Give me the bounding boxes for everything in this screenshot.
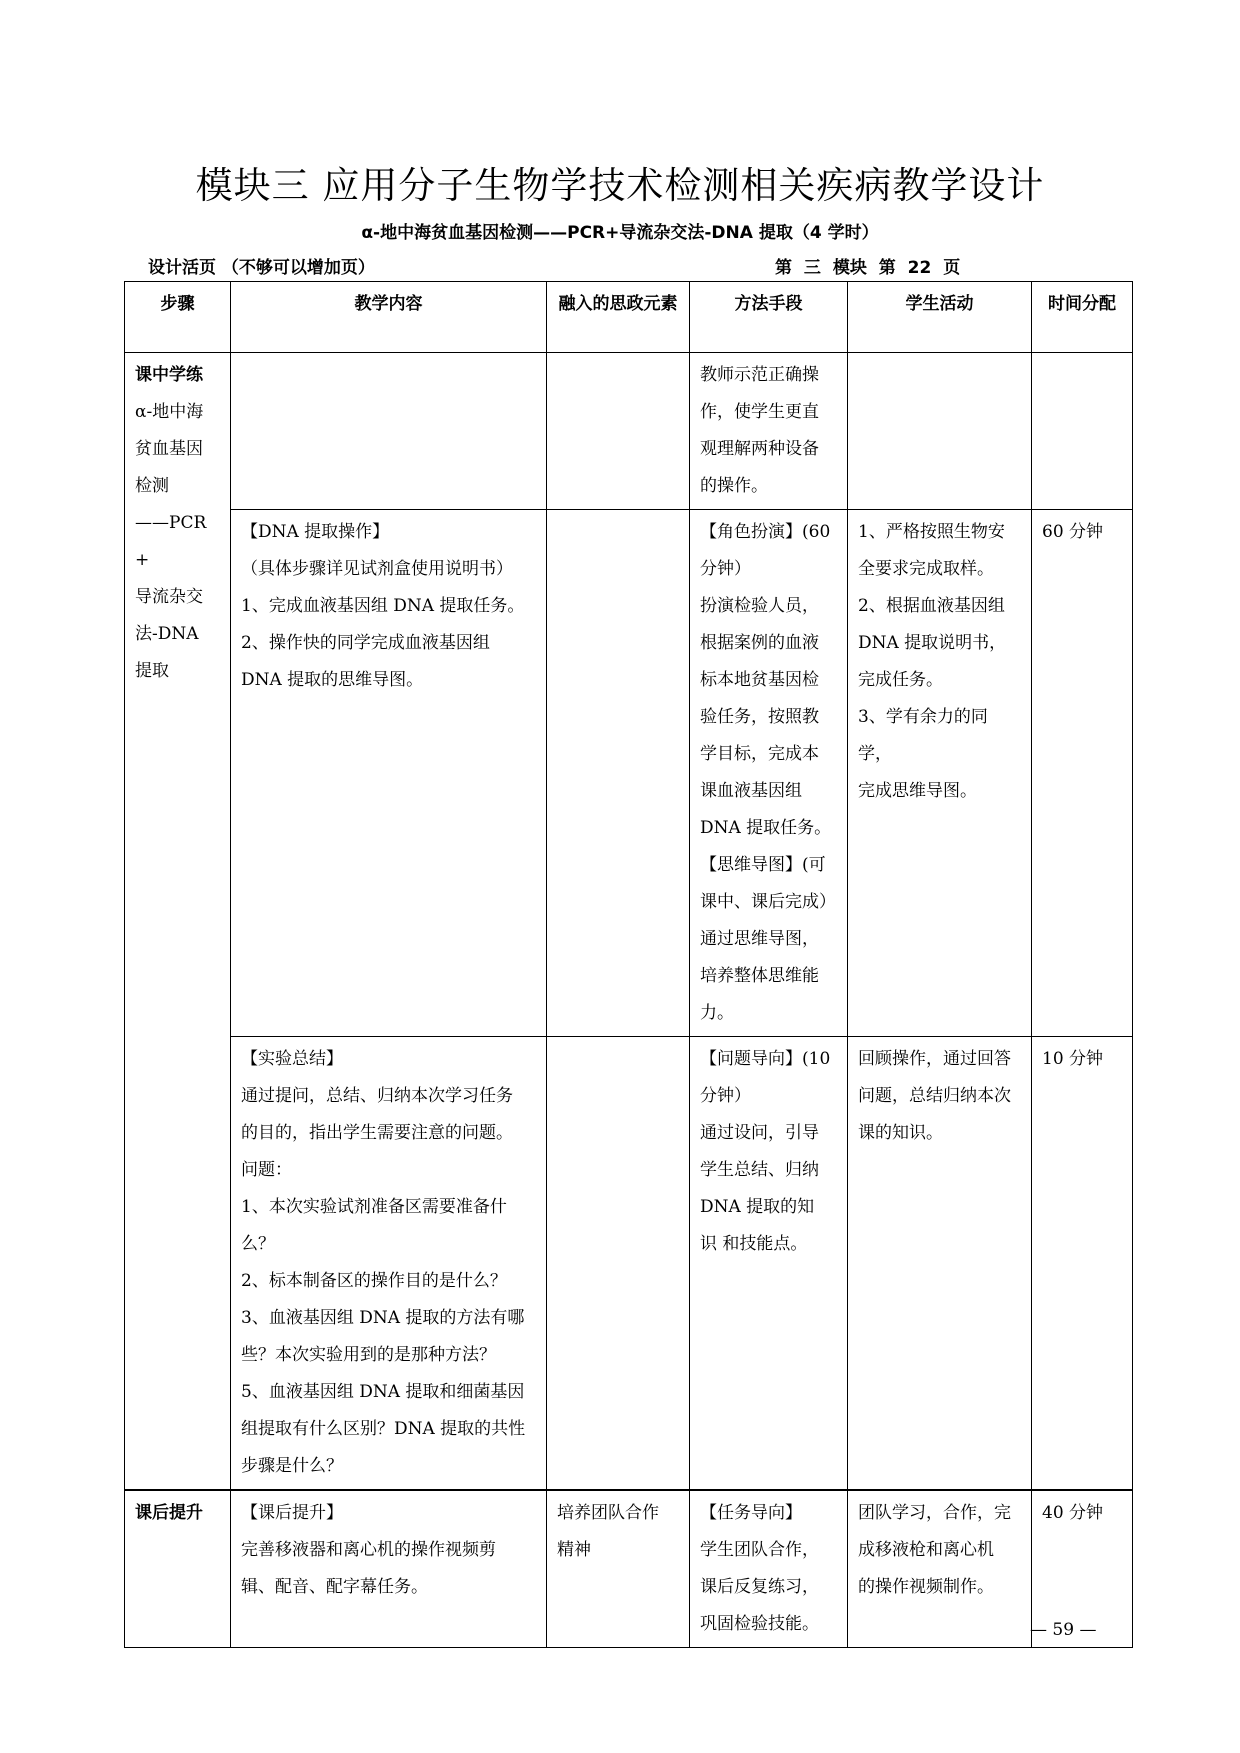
content-line: 问题： xyxy=(241,1160,292,1180)
activity-line: DNA 提取说明书， xyxy=(858,633,1007,653)
stage-line: α-地中海 xyxy=(135,402,204,422)
content-cell xyxy=(231,353,547,510)
method-line: 教师示范正确操 xyxy=(700,365,819,385)
stage-after-class-cell xyxy=(125,1490,231,1648)
header-step: 步骤 xyxy=(125,282,231,353)
ideology-cell xyxy=(547,353,690,510)
header-activity: 学生活动 xyxy=(848,282,1032,353)
table-row xyxy=(125,1037,1133,1491)
content-line: 【课后提升】 xyxy=(241,1503,343,1523)
method-cell xyxy=(690,1037,848,1491)
content-line: 2、标本制备区的操作目的是什么？ xyxy=(241,1271,507,1291)
method-line: 标本地贫基因检 xyxy=(700,670,819,690)
stage-line: 法-DNA xyxy=(135,624,199,644)
content-cell xyxy=(231,1037,547,1491)
activity-line: 成移液枪和离心机 xyxy=(858,1540,994,1560)
content-line: 3、血液基因组 DNA 提取的方法有哪 xyxy=(241,1308,525,1328)
stage-line: 检测 xyxy=(135,476,169,496)
method-line: 根据案例的血液 xyxy=(700,633,819,653)
content-line: 完善移液器和离心机的操作视频剪 xyxy=(241,1540,496,1560)
header-ideology: 融入的思政元素 xyxy=(547,282,690,353)
meta-right: 第 三 模块 第 22 页 xyxy=(775,258,961,278)
method-line: 分钟） xyxy=(700,1086,751,1106)
content-line: 辑、配音、配字幕任务。 xyxy=(241,1577,428,1597)
content-line: 些？本次实验用到的是那种方法？ xyxy=(241,1345,496,1365)
activity-cell xyxy=(848,1037,1032,1491)
ideology-line: 培养团队合作 xyxy=(557,1503,659,1523)
activity-cell xyxy=(848,353,1032,510)
content-line: 【DNA 提取操作】 xyxy=(241,522,390,542)
content-line: 1、完成血液基因组 DNA 提取任务。 xyxy=(241,596,525,616)
content-line: （具体步骤详见试剂盒使用说明书） xyxy=(241,559,513,579)
content-line: 【实验总结】 xyxy=(241,1049,343,1069)
method-line: 分钟） xyxy=(700,559,751,579)
activity-cell xyxy=(848,510,1032,1037)
header-method: 方法手段 xyxy=(690,282,848,353)
activity-line: 3、学有余力的同学， xyxy=(858,707,988,764)
method-line: 课血液基因组 xyxy=(700,781,802,801)
activity-line: 回顾操作，通过回答 xyxy=(858,1049,1011,1069)
method-line: 力。 xyxy=(700,1003,734,1023)
content-line: 的目的，指出学生需要注意的问题。 xyxy=(241,1123,513,1143)
header-content: 教学内容 xyxy=(231,282,547,353)
content-line: DNA 提取的思维导图。 xyxy=(241,670,424,690)
method-line: 学目标，完成本 xyxy=(700,744,819,764)
time-cell: 40 分钟 xyxy=(1032,1490,1133,1648)
content-line: 组提取有什么区别？DNA 提取的共性 xyxy=(241,1419,526,1439)
page-number: — 59 — xyxy=(1030,1620,1097,1640)
stage-label: 课后提升 xyxy=(135,1503,203,1523)
header-time: 时间分配 xyxy=(1032,282,1133,353)
table-row xyxy=(125,510,1133,1037)
table-row xyxy=(125,353,1133,510)
time-cell xyxy=(1032,353,1133,510)
method-line: 课中、课后完成） xyxy=(700,892,836,912)
method-line: DNA 提取任务。 xyxy=(700,818,832,838)
method-cell xyxy=(690,510,848,1037)
content-line: 5、血液基因组 DNA 提取和细菌基因 xyxy=(241,1382,525,1402)
content-line: 2、操作快的同学完成血液基因组 xyxy=(241,633,490,653)
content-line: 通过提问，总结、归纳本次学习任务 xyxy=(241,1086,513,1106)
activity-line: 的操作视频制作。 xyxy=(858,1577,994,1597)
activity-line: 团队学习，合作，完 xyxy=(858,1503,1011,1523)
ideology-cell xyxy=(547,1037,690,1491)
stage-line: 提取 xyxy=(135,661,169,681)
meta-left: 设计活页 （不够可以增加页） xyxy=(148,258,375,278)
method-line: 课后反复练习， xyxy=(700,1577,819,1597)
method-line: DNA 提取的知 xyxy=(700,1197,815,1217)
document-subtitle: α-地中海贫血基因检测——PCR+导流杂交法-DNA 提取（4 学时） xyxy=(361,223,879,243)
stage-line: 导流杂交 xyxy=(135,587,203,607)
stage-in-class-cell xyxy=(125,353,231,1491)
time-cell: 10 分钟 xyxy=(1032,1037,1133,1491)
method-line: 识 和技能点。 xyxy=(700,1234,808,1254)
content-cell xyxy=(231,510,547,1037)
method-line: 通过思维导图， xyxy=(700,929,819,949)
method-cell xyxy=(690,353,848,510)
method-cell xyxy=(690,1490,848,1648)
stage-line: ——PCR+ xyxy=(135,513,207,570)
method-line: 通过设问，引导 xyxy=(700,1123,819,1143)
method-line: 培养整体思维能 xyxy=(700,966,819,986)
method-line: 巩固检验技能。 xyxy=(700,1614,819,1634)
method-line: 验任务，按照教 xyxy=(700,707,819,727)
activity-line: 2、根据血液基因组 xyxy=(858,596,1005,616)
activity-line: 1、严格按照生物安 xyxy=(858,522,1005,542)
content-line: 么？ xyxy=(241,1234,275,1254)
method-line: 观理解两种设备 xyxy=(700,439,819,459)
document-title: 模块三 应用分子生物学技术检测相关疾病教学设计 xyxy=(195,164,1045,207)
content-line: 步骤是什么？ xyxy=(241,1456,343,1476)
activity-line: 完成任务。 xyxy=(858,670,943,690)
method-line: 【角色扮演】(60 xyxy=(700,522,831,542)
table-row xyxy=(125,1490,1133,1648)
method-line: 学生总结、归纳 xyxy=(700,1160,819,1180)
ideology-line: 精神 xyxy=(557,1540,591,1560)
method-line: 的操作。 xyxy=(700,476,768,496)
method-line: 【问题导向】(10 xyxy=(700,1049,831,1069)
table-header-row xyxy=(125,282,1133,353)
activity-line: 完成思维导图。 xyxy=(858,781,977,801)
activity-line: 课的知识。 xyxy=(858,1123,943,1143)
time-cell: 60 分钟 xyxy=(1032,510,1133,1037)
lesson-plan-table xyxy=(124,281,1133,1648)
method-line: 作，使学生更直 xyxy=(700,402,819,422)
method-line: 【思维导图】(可 xyxy=(700,855,826,875)
ideology-cell xyxy=(547,510,690,1037)
content-line: 1、本次实验试剂准备区需要准备什 xyxy=(241,1197,507,1217)
stage-line: 贫血基因 xyxy=(135,439,203,459)
activity-line: 问题，总结归纳本次 xyxy=(858,1086,1011,1106)
method-line: 扮演检验人员， xyxy=(700,596,819,616)
content-cell xyxy=(231,1490,547,1648)
method-line: 【任务导向】 xyxy=(700,1503,802,1523)
ideology-cell xyxy=(547,1490,690,1648)
stage-label: 课中学练 xyxy=(135,365,203,385)
activity-cell xyxy=(848,1490,1032,1648)
activity-line: 全要求完成取样。 xyxy=(858,559,994,579)
method-line: 学生团队合作， xyxy=(700,1540,819,1560)
